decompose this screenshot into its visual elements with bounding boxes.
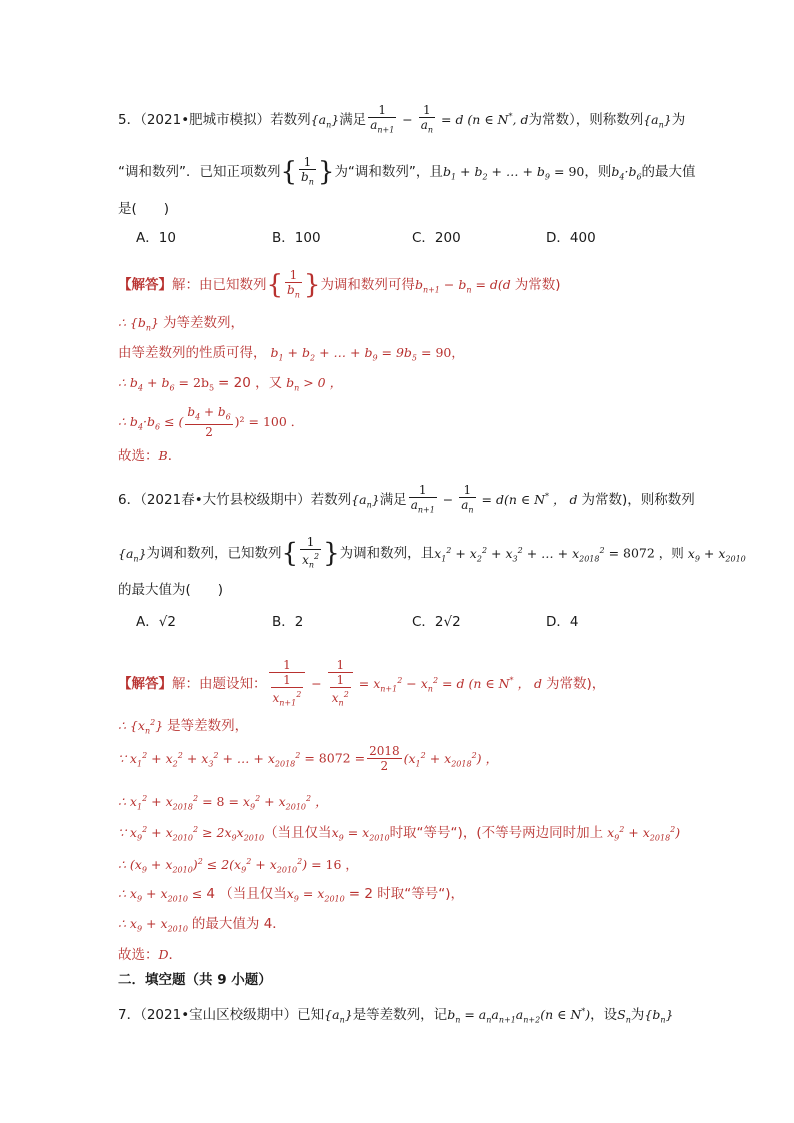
- q6-answer-text: （当且仅当: [264, 825, 332, 842]
- q6-answer-l8: ∴ $x_9 + x_{2010}$ 的最大值为 4．: [118, 916, 286, 934]
- q5-option-b: B．100: [272, 230, 321, 246]
- fraction: $\frac{1}{b_n}$: [301, 155, 314, 187]
- answer-tag: 【解答】: [118, 277, 172, 294]
- q5-answer-text: = 20 ，又: [218, 375, 283, 391]
- q5-answer-l3: 由等差数列的性质可得， $b_1 + b_2$ + … + $b_9 = 9b_5 = 90$，: [118, 345, 464, 363]
- fraction: $\frac{1}{a_{n+1}}$: [370, 103, 395, 135]
- fraction-num: 2018: [369, 744, 400, 758]
- q7-stem-text: 为: [630, 1007, 645, 1024]
- q7-line1: 7．（2021•宝山区校级期中）已知$\{a_n\}$是等差数列，记$b_n = a_na_{n+1}a_{n+2}(n$ ∈ N*)，设$S_n$为$\{b_n\}$: [118, 1007, 674, 1025]
- q6-answer-l3: ∵ $x_1^2 + x_2^2 + x_3^2$ + … + $x_{2018}^2 = 8072$ = $\frac{2018}{2}$ $(x_1^2 + x_{2018}^2)$ ，: [118, 744, 499, 773]
- q6-answer-text: = 2 时取“等号“)，: [348, 886, 464, 902]
- q5-choose: [118, 446, 181, 466]
- q6-stem-text: 满足: [379, 492, 407, 509]
- q5-answer-l1: 【解答】解：由已知数列{ $\frac{1}{b_n}$ }为调和数列可得$b_{n+1} - b_n = d(d$ 为常数): [118, 268, 561, 302]
- q6-answer-text: = 16 ，: [311, 857, 358, 873]
- q5-stem-text: 满足: [339, 112, 367, 129]
- q6-line3: 的最大值为( ): [118, 582, 224, 598]
- q5-answer-l4: ∴ $b_4 + b_6 = 2b_5 = 20$ ，又 $b_n > 0$ ，: [118, 375, 343, 393]
- q6-answer-text: = 8 =: [202, 794, 239, 810]
- q5-stem-text: ，则: [584, 164, 612, 181]
- choose-label: 故选：: [118, 947, 159, 963]
- choose-end: ．: [168, 947, 183, 963]
- fraction: $\frac{1}{a_{n+1}}$: [410, 483, 435, 515]
- q7-stem-text: 7．（2021•宝山区校级期中）已知: [118, 1007, 325, 1024]
- q5-line2: “调和数列”．已知正项数列{ $\frac{1}{b_n}$ }为“调和数列”，且$b_1 + b_2$ + … + $b_9 = 90$，则$b_4\cdot b_6$的最大值: [118, 155, 696, 189]
- q6-stem-text: 为调和数列，且: [339, 545, 435, 562]
- q5-answer-text: 为调和数列可得: [320, 277, 415, 294]
- q5-answer-text: 为常数): [514, 277, 561, 294]
- q6-answer-l6: ∴ $(x_9 + x_{2010})^2 \le 2(x_9^2 + x_{2010}^2) = 16$ ，: [118, 857, 358, 875]
- q5-option-d: D．400: [546, 230, 596, 246]
- fraction-den: 2: [380, 759, 389, 773]
- q6-option-a: A．√2: [136, 614, 176, 630]
- choose-end: ．: [167, 448, 182, 464]
- fraction: $\frac{1}{\frac{1}{x_{n+1}^2}}$: [269, 658, 306, 710]
- q7-stem-text: 是等差数列，记: [352, 1007, 448, 1024]
- choose-answer: D: [158, 947, 169, 962]
- q6-option-d: D．4: [546, 614, 579, 630]
- q6-answer-text: 解：由题设知：: [172, 676, 267, 693]
- q6-stem-text: = 8072 ，则: [608, 545, 684, 561]
- q6-answer-l2: ∴ $\{x_n^2\}$ 是等差数列，: [118, 718, 249, 736]
- q5-stem-text: “调和数列”．已知正项数列: [118, 164, 281, 181]
- q6-answer-text: 是等差数列，: [167, 718, 249, 735]
- q6-option-b: B．2: [272, 614, 304, 630]
- q5-option-a: A．10: [136, 230, 176, 246]
- q5-stem-text: 为“调和数列”，且: [334, 164, 443, 181]
- q5-stem-text: 的最大值: [641, 164, 696, 181]
- fraction: $\frac{1}{\frac{1}{x_n^2}}$: [328, 658, 353, 710]
- q6-answer-text: = 8072 =: [304, 750, 366, 766]
- q5-stem-text: 为常数），则称数列: [528, 112, 644, 129]
- q6-answer-text: 为常数)，: [545, 676, 606, 693]
- choose-answer: B: [158, 448, 168, 463]
- q5-answer-text: = 2b: [178, 375, 209, 390]
- q6-answer-l7: ∴ $x_9 + x_{2010} \le 4$ （当且仅当$x_9 = x_{2010} = 2$ 时取“等号“)，: [118, 886, 464, 904]
- q6-answer-l1: 【解答】解：由题设知： $\frac{1}{\frac{1}{x_{n+1}^2}}$ − $\frac{1}{\frac{1}{x_n^2}}$ = $x_{n+1}^2 - x_n^2 = d$ (n ∈ N* ， d 为常数)，: [118, 658, 605, 710]
- q6-stem-text: 为调和数列，已知数列: [146, 545, 282, 562]
- q5-line3: 是( ): [118, 201, 170, 217]
- fraction: $\frac{b_4 + b_6}{2}$: [187, 405, 231, 440]
- q5-stem-text: = 90: [554, 164, 585, 180]
- q6-option-c: C．2√2: [412, 614, 461, 630]
- q5-answer-text: = 90: [421, 345, 452, 360]
- q5-answer-text: 解：由已知数列: [172, 277, 267, 294]
- q6-stem-text: 6．（2021春•大竹县校级期中）若数列: [118, 492, 352, 509]
- q7-stem-text: ，设: [590, 1007, 618, 1024]
- choose-label: 故选：: [118, 448, 159, 464]
- q5-line1: 5．（2021•肥城市模拟）若数列$\{a_n\}$满足 $\frac{1}{a_{n+1}}$ − $\frac{1}{a_n}$ = d (n ∈ N*, d为常数），则称数列$\{a_n\}$为: [118, 103, 685, 137]
- fraction: $\frac{1}{a_n}$: [420, 103, 434, 135]
- section-heading: 二．填空题（共 9 小题）: [118, 972, 272, 988]
- q6-choose: [118, 945, 182, 965]
- q5-answer-text: 为等差数列，: [162, 315, 244, 331]
- q5-option-c: C．200: [412, 230, 461, 246]
- fraction: $\frac{1}{a_n}$: [461, 483, 474, 515]
- q5-stem-text: 5．（2021•肥城市模拟）若数列: [118, 112, 311, 129]
- q5-answer-l2: ∴ $\{b_n\}$ 为等差数列，: [118, 315, 244, 333]
- q6-answer-text: 时取“等号“)，(不等号两边同时加上: [389, 825, 604, 842]
- q6-answer-text: 4 （当且仅当: [206, 886, 287, 902]
- fraction: [367, 744, 402, 773]
- answer-tag: 【解答】: [118, 676, 172, 693]
- q5-answer-l5: ∴ $b_4\cdot b_6$ ≤ ( $\frac{b_4 + b_6}{2}$ )² = 100 ．: [118, 405, 304, 440]
- q6-stem-text: 为常数)，则称数列: [581, 492, 695, 509]
- fraction: $\frac{1}{b_n}$: [287, 268, 300, 300]
- q5-answer-text: )² = 100 ．: [234, 414, 304, 430]
- q6-line2: $\{a_n\}$为调和数列，已知数列{ $\frac{1}{x_n^2}$ }为调和数列，且$x_1^2 + x_2^2 + x_3^2$ + … + $x_{2018}^2 = 8072$ ，则 $x_9 + x_{2010}$: [118, 535, 746, 572]
- q6-line1: 6．（2021春•大竹县校级期中）若数列$\{a_n\}$满足 $\frac{1}{a_{n+1}}$ − $\frac{1}{a_n}$ = d(n ∈ N* ， d 为常数)，则称数列: [118, 483, 695, 517]
- q6-answer-l4: ∴ $x_1^2 + x_{2018}^2 = 8 = x_9^2 + x_{2010}^2$ ，: [118, 794, 328, 812]
- fraction: $\frac{1}{x_n^2}$: [302, 535, 320, 570]
- q6-answer-l5: ∵ $x_9^2 + x_{2010}^2 \ge 2x_9x_{2010}$（当且仅当$x_9 = x_{2010}$时取“等号“)，(不等号两边同时加上 $x_9^2 + x_{2018}^2$): [118, 825, 681, 843]
- q5-stem-text: 为: [671, 112, 686, 129]
- q5-answer-text: 由等差数列的性质可得，: [118, 345, 267, 361]
- q6-answer-text: 的最大值为 4．: [191, 916, 286, 932]
